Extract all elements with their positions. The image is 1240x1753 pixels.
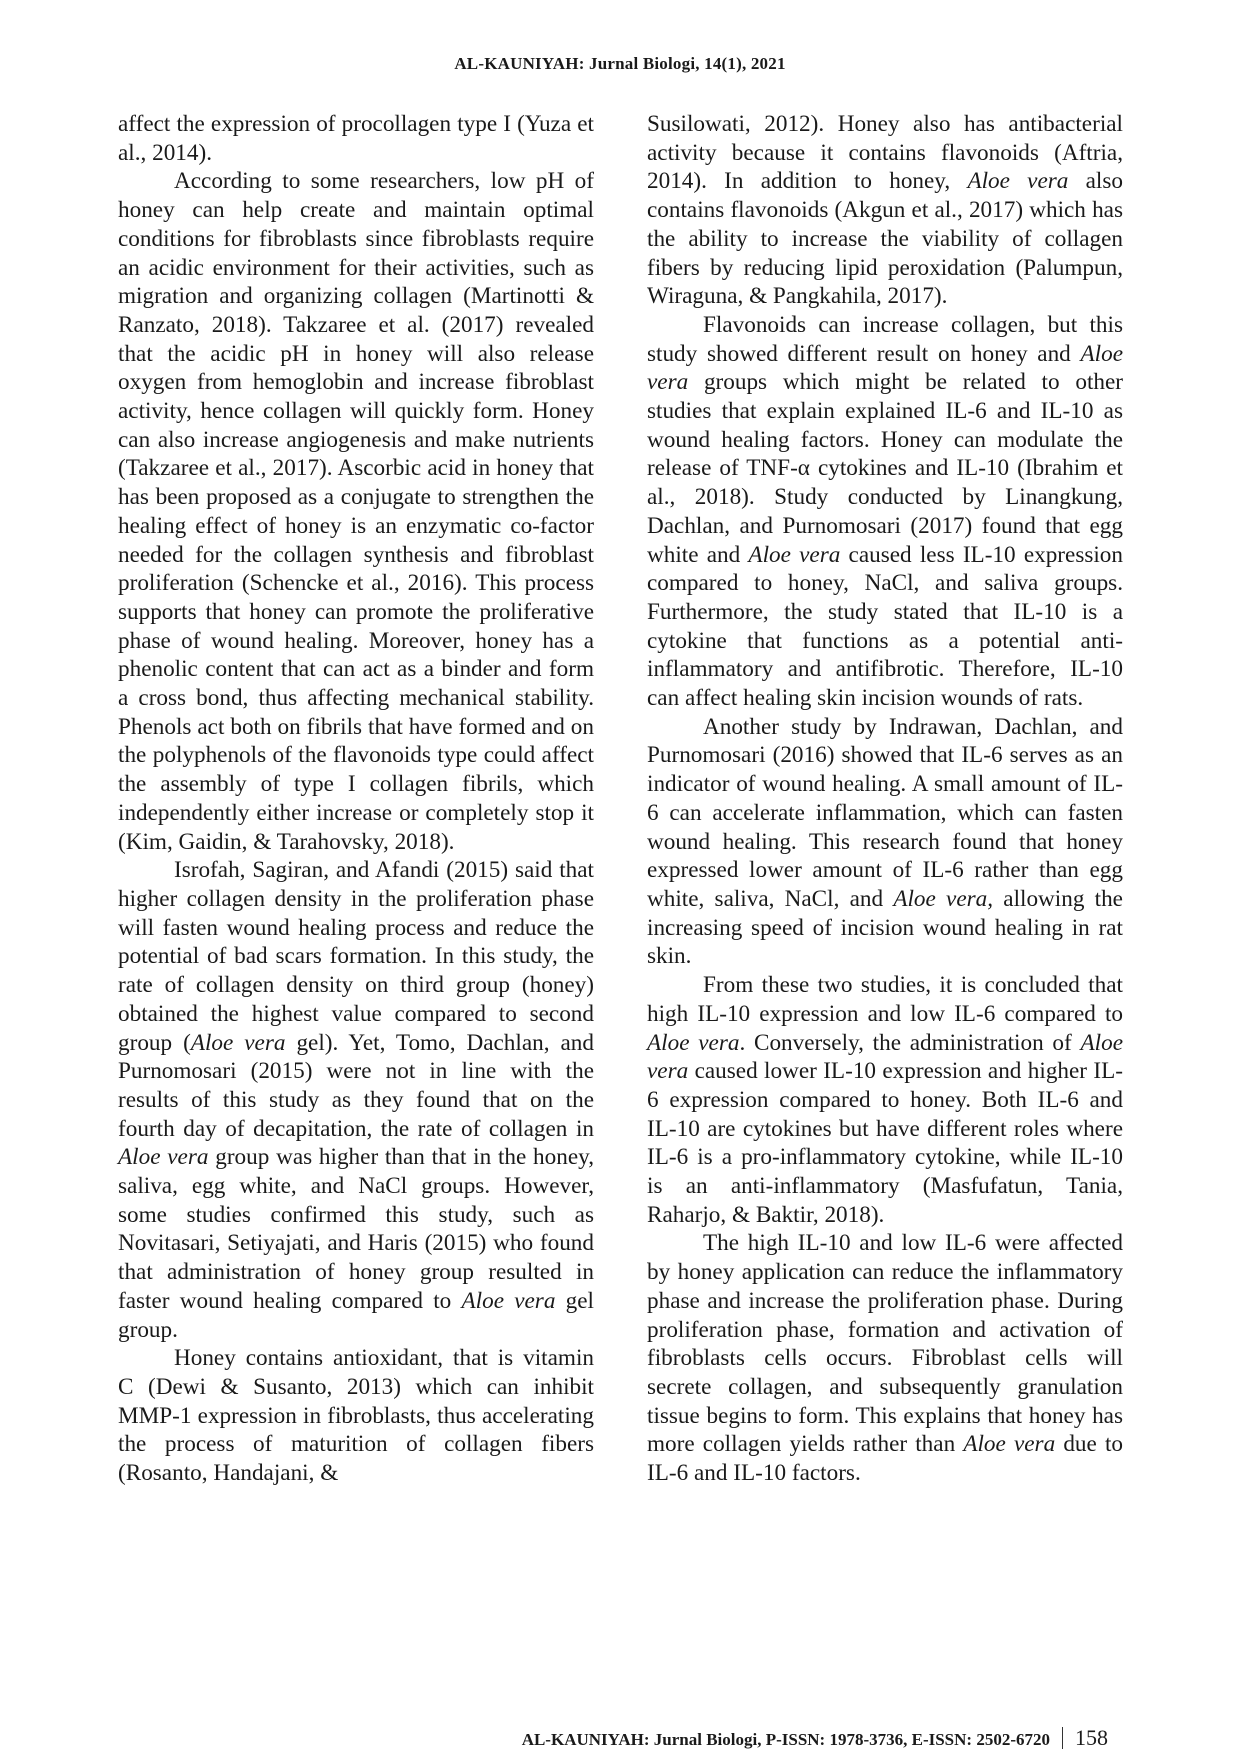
page-number: 158 bbox=[1075, 1725, 1108, 1750]
italic-term: Aloe vera bbox=[190, 1029, 286, 1056]
italic-term: Aloe vera, bbox=[893, 885, 994, 912]
italic-term: Aloe vera bbox=[647, 340, 1123, 396]
paragraph: Susilowati, 2012). Honey also has antibacterial activity because it contains flavonoids (Aftria, 2014). In addition to honey, Aloe vera also contains flavonoids (Akgun et al., 2017) which has the ability to increase the viability of collagen fibers by reducing lipid peroxidation (Palumpun, Wiraguna, & Pangkahila, 2017). bbox=[647, 111, 1123, 310]
paragraph: From these two studies, it is concluded that high IL-10 expression and low IL-6 compared to Aloe vera. Conversely, the administration of Aloe vera caused lower IL-10 expression and higher IL-6 expression compared to honey. Both IL-6 and IL-10 are cytokines but have different roles where IL-6 is a pro-inflammatory cytokine, while IL-10 is an anti-inflammatory (Masfufatun, Tania, Raharjo, & Baktir, 2018). bbox=[647, 972, 1123, 1228]
paragraph: According to some researchers, low pH of honey can help create and maintain optimal conditions for fibroblasts since fibroblasts require an acidic environment for their activities, such as migration and organizing collagen (Martinotti & Ranzato, 2018). Takzaree et al. (2017) revealed that the acidic pH in honey will also release oxygen from hemoglobin and increase fibroblast activity, hence collagen will quickly form. Honey can also increase angiogenesis and make nutrients (Takzaree et al., 2017). Ascorbic acid in honey that has been proposed as a conjugate to strengthen the healing effect of honey is an enzymatic co-factor needed for the collagen synthesis and fibroblast proliferation (Schencke et al., 2016). This process supports that honey can promote the proliferative phase of wound healing. Moreover, honey has a phenolic content that can act as a binder and form a cross bond, thus affecting mechanical stability. Phenols act both on fibrils that have formed and on the polyphenols of the flavonoids type could affect the assembly of type I collagen fibrils, which independently either increase or completely stop it (Kim, Gaidin, & Tarahovsky, 2018). bbox=[118, 168, 594, 855]
footer-divider bbox=[1062, 1727, 1063, 1749]
italic-term: Aloe vera bbox=[647, 1029, 740, 1056]
italic-term: Aloe vera bbox=[118, 1144, 209, 1171]
paragraph: affect the expression of procollagen type I (Yuza et al., 2014). bbox=[118, 111, 594, 166]
paragraph: The high IL-10 and low IL-6 were affected by honey application can reduce the inflammatory phase and increase the proliferation phase. During proliferation phase, formation and activation of fibroblasts cells occurs. Fibroblast cells will secrete collagen, and subsequently granulation tissue begins to form. This explains that honey has more collagen yields rather than Aloe vera due to IL-6 and IL-10 factors. bbox=[647, 1230, 1124, 1487]
left-column bbox=[118, 110, 594, 1488]
footer-journal-info: AL-KAUNIYAH: Jurnal Biologi, P-ISSN: 1978-3736, E-ISSN: 2502-6720 bbox=[521, 1730, 1050, 1749]
running-footer bbox=[522, 1723, 1108, 1751]
paragraph: Another study by Indrawan, Dachlan, and Purnomosari (2016) showed that IL-6 serves as an indicator of wound healing. A small amount of IL-6 can accelerate inflammation, which can fasten wound healing. This research found that honey expressed lower amount of IL-6 rather than egg white, saliva, NaCl, and Aloe vera, allowing the increasing speed of incision wound healing in rat skin. bbox=[647, 713, 1123, 970]
paragraph: Honey contains antioxidant, that is vitamin C (Dewi & Susanto, 2013) which can inhibit MMP-1 expression in fibroblasts, thus accelerating the process of maturition of collagen fibers (Rosanto, Handajani, & bbox=[118, 1345, 594, 1487]
italic-term: Aloe vera bbox=[647, 1029, 1123, 1085]
right-column bbox=[647, 110, 1123, 1488]
paragraph: Isrofah, Sagiran, and Afandi (2015) said that higher collagen density in the proliferation phase will fasten wound healing process and reduce the potential of bad scars formation. In this study, the rate of collagen density on third group (honey) obtained the highest value compared to second group (Aloe vera gel). Yet, Tomo, Dachlan, and Purnomosari (2015) were not in line with the results of this study as they found that on the fourth day of decapitation, the rate of collagen in Aloe vera group was higher than that in the honey, saliva, egg white, and NaCl groups. However, some studies confirmed this study, such as Novitasari, Setiyajati, and Haris (2015) who found that administration of honey group resulted in faster wound healing compared to Aloe vera gel group. bbox=[118, 857, 595, 1343]
italic-term: Aloe vera bbox=[967, 168, 1069, 195]
italic-term: Aloe vera bbox=[963, 1431, 1056, 1458]
running-header: AL-KAUNIYAH: Jurnal Biologi, 14(1), 2021 bbox=[454, 54, 786, 73]
paragraph: Flavonoids can increase collagen, but this study showed different result on honey and Aloe vera groups which might be related to other studies that explain explained IL-6 and IL-10 as wound healing factors. Honey can modulate the release of TNF-α cytokines and IL-10 (Ibrahim et al., 2018). Study conducted by Linangkung, Dachlan, and Purnomosari (2017) found that egg white and Aloe vera caused less IL-10 expression compared to honey, NaCl, and saliva groups. Furthermore, the study stated that IL-10 is a cytokine that functions as a potential anti-inflammatory and antifibrotic. Therefore, IL-10 can affect healing skin incision wounds of rats. bbox=[647, 311, 1123, 712]
italic-term: Aloe vera bbox=[748, 541, 841, 568]
italic-term: Aloe vera bbox=[461, 1287, 556, 1314]
